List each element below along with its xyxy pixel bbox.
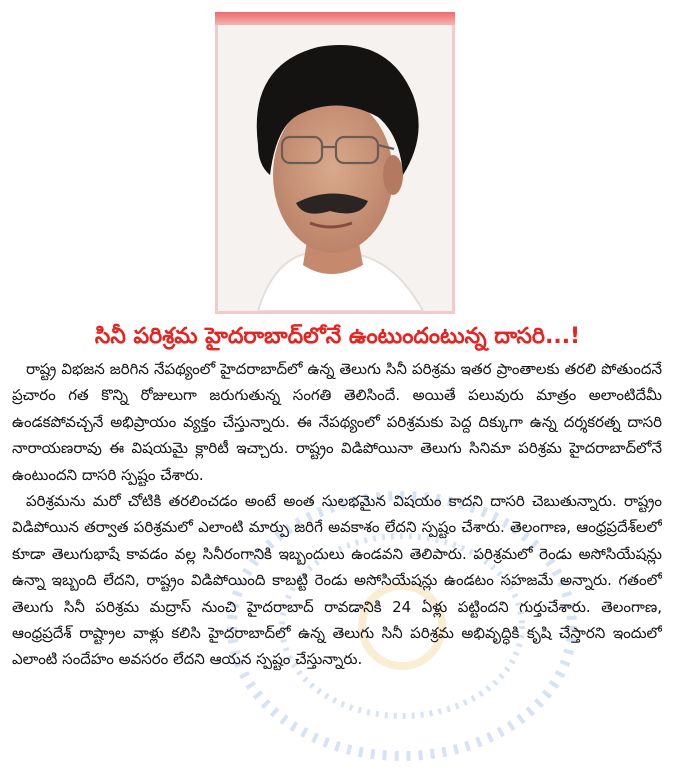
portrait-photo xyxy=(218,25,452,311)
headline: సినీ పరిశ్రమ హైదరాబాద్‌లోనే ఉంటుందంటున్న దాసరి...! xyxy=(94,324,581,349)
portrait-illustration xyxy=(218,25,452,311)
face xyxy=(273,97,393,253)
article-paragraph-1: రాష్ట్ర విభజన జరిగిన నేపథ్యంలో హైదరాబాద్‌లో ఉన్న తెలుగు సినీ పరిశ్రమ ఇతర ప్రాంతాలకు తరలి పోతుందనే ప్రచారం గత కొన్ని రోజులుగా జరుగుతున్న సంగతి తెలిసిందే. అయితే పలువురు మాత్రం అలాంటిదేమీ ఉండకపోవచ్చనే అభిప్రాయం వ్యక్తం చేస్తున్నారు. ఈ నేపథ్యంలో పరిశ్రమకు పెద్ద దిక్కుగా ఉన్న దర్శకరత్న దాసరి నారాయణరావు ఈ విషయమై క్లారిటీ ఇచ్చారు. రాష్ట్రం విడిపోయినా తెలుగు సినిమా పరిశ్రమ హైదరాబాద్‌లోనే ఉంటుందని దాసరి స్పష్టం చేశారు. xyxy=(12,360,662,484)
article-paragraph-2: పరిశ్రమను మరో చోటికి తరలించడం అంటే అంత సులభమైన విషయం కాదని దాసరి చెబుతున్నారు. రాష్ట్రం విడిపోయిన తర్వాత పరిశ్రమలో ఎలాంటి మార్పు జరిగే అవకాశం లేదని స్పష్టం చేశారు. తెలంగాణ, ఆంధ్రప్రదేశ్‌లలో కూడా తెలుగుభాషే కావడం వల్ల సినీరంగానికి ఇబ్బందులు ఉండవని తెలిపారు. పరిశ్రమలో రెండు అసోసియేషన్లు ఉన్నా ఇబ్బంది లేదని, రాష్ట్రం విడిపోయింది కాబట్టి రెండు అసోసియేషన్లు ఉండటం సహజమే అన్నారు. గతంలో తెలుగు సినీ పరిశ్రమ మద్రాస్ నుంచి హైదరాబాద్ రావడానికి 24 ఏళ్లు పట్టిందని గుర్తుచేశారు. తెలంగాణ, ఆంధ్రప్రదేశ్ రాష్ట్రాల వాళ్లు కలిసి హైదరాబాద్‌లో ఉన్న తెలుగు సినీ పరిశ్రమ అభివృద్ధికి కృషి చేస్తారని ఇందులో ఎలాంటి సందేహం అవసరం లేదని ఆయన స్పష్టం చేస్తున్నారు. xyxy=(12,492,662,669)
ear xyxy=(383,155,403,195)
photo-frame-top-bar xyxy=(215,12,455,25)
photo-frame xyxy=(215,12,455,314)
article-body xyxy=(12,356,662,771)
